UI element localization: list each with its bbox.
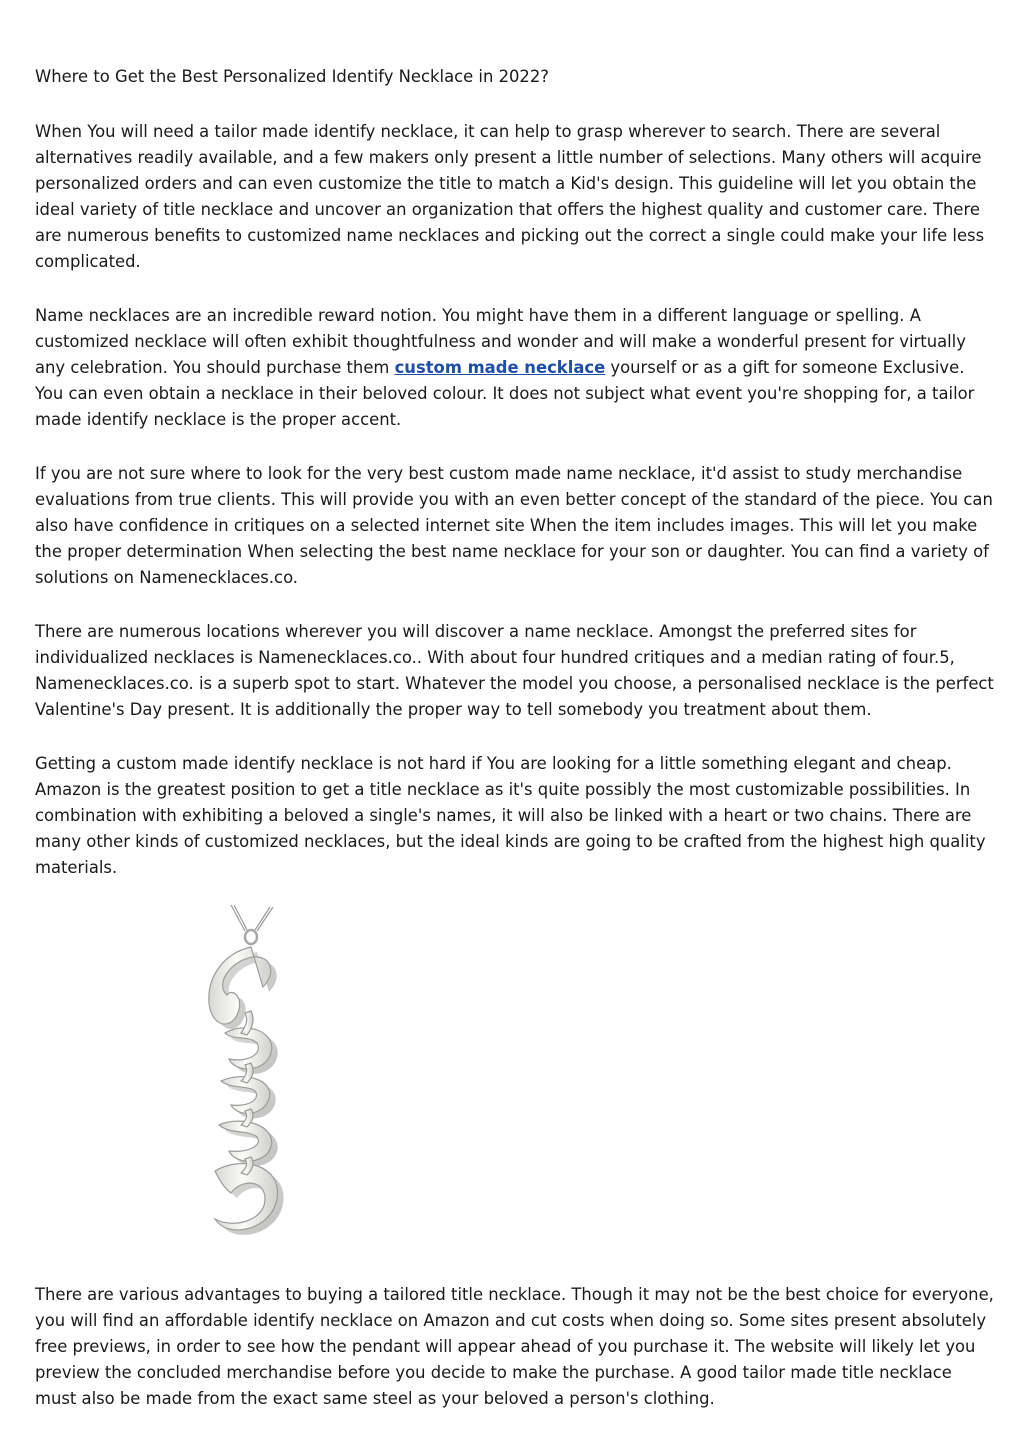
paragraph-4: There are numerous locations wherever you will discover a name necklace. Amongst the preferred sites for individualized necklaces is Namenecklaces.co.. With about four hundred critiques and a median rating of four.5, Namenecklaces.co. is a superb spot to start. Whatever the model you choose, a personalised necklace is the perfect Valentine's Day present. It is additionally the proper way to tell somebody you treatment about them. — [35, 622, 994, 719]
paragraph-2-after-text: yourself or as a gift for someone Exclusive. You can even obtain a necklace in their beloved colour. It does not subject what event you're shopping for, a tailor made identify necklace is the proper accent. — [35, 358, 975, 429]
paragraph-1: When You will need a tailor made identify necklace, it can help to grasp wherever to search. There are several alternatives readily available, and a few makers only present a little number of selections. Many others will acquire personalized orders and can even customize the title to match a Kid's design. This guideline will let you obtain the ideal variety of title necklace and uncover an organization that offers the highest quality and customer care. There are numerous benefits to customized name necklaces and picking out the correct a single could make your life less complicated. — [35, 122, 985, 271]
paragraph-5: Getting a custom made identify necklace is not hard if You are looking for a little something elegant and cheap. Amazon is the greatest position to get a title necklace as it's quite possibly the most customizable possibilities. In combination with exhibiting a beloved a single's names, it will also be linked with a heart or two chains. There are many other kinds of customized necklaces, but the ideal kinds are going to be crafted from the highest high quality materials. — [35, 754, 986, 877]
paragraph-2-before-text: Name necklaces are an incredible reward notion. You might have them in a different language or spelling. A customized necklace will often exhibit thoughtfulness and wonder and will make a wonderful present for virtually any celebration. You should purchase them — [35, 306, 966, 377]
page-title: Where to Get the Best Personalized Identify Necklace in 2022? — [35, 67, 549, 86]
paragraph-6: There are various advantages to buying a tailored title necklace. Though it may not be the best choice for everyone, you will find an affordable identify necklace on Amazon and cut costs when doing so. Some sites present absolutely free previews, in order to see how the pendant will appear ahead of you purchase it. The website will likely let you preview the concluded merchandise before you decide to make the purchase. A good tailor made title necklace must also be made from the exact same steel as your beloved a person's clothing. — [35, 1285, 994, 1408]
paragraph-2 — [35, 303, 995, 433]
custom-made-necklace-link[interactable]: custom made necklace — [394, 358, 606, 377]
name-pendant-necklace-image — [185, 903, 315, 1253]
paragraph-3: If you are not sure where to look for the very best custom made name necklace, it'd assist to study merchandise evaluations from true clients. This will provide you with an even better concept of the standard of the piece. You can also have confidence in critiques on a selected internet site When the item includes images. This will let you make the proper determination When selecting the best name necklace for your son or daughter. You can find a variety of solutions on Namenecklaces.co. — [35, 464, 993, 587]
chain-icon — [231, 905, 273, 931]
